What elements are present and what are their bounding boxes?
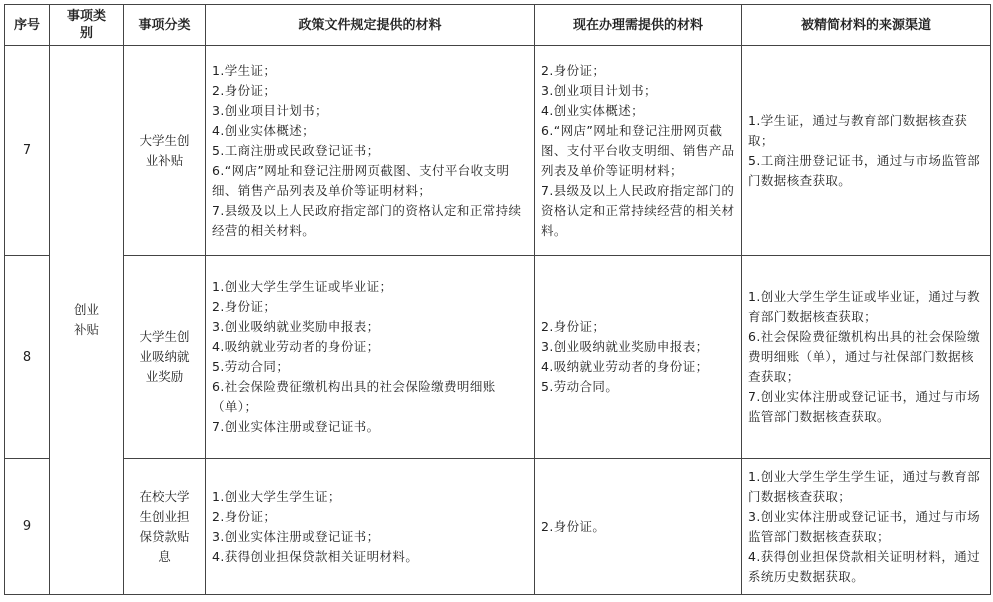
policy-item: 3.创业实体注册或登记证书； <box>212 528 380 544</box>
table-row <box>5 46 991 256</box>
policy-item: 1.学生证； <box>212 62 277 78</box>
policy-item: 6.社会保险费征缴机构出具的社会保险缴费明细账（单）； <box>212 379 496 414</box>
policy-item: 5.劳动合同； <box>212 359 290 374</box>
row-subcategory <box>124 256 206 459</box>
policy-materials-cell <box>206 256 535 459</box>
source-channels-cell <box>742 256 991 459</box>
policy-item: 6.“网店”网址和登记注册网页截图、支付平台收支明细、销售产品列表及单价等证明材料； <box>212 162 510 198</box>
policy-item: 1.创业大学生学生证或毕业证； <box>212 279 393 294</box>
policy-item: 2.身份证； <box>212 508 277 524</box>
subcategory-label: 大学生创业补贴 <box>139 132 190 168</box>
materials-table <box>4 4 991 595</box>
policy-materials-cell <box>206 459 535 595</box>
policy-item: 7.创业实体注册或登记证书。 <box>212 419 380 434</box>
source-item: 3.创业实体注册或登记证书，通过与市场监管部门数据核查获取； <box>748 508 981 544</box>
current-item: 4.创业实体概述； <box>541 102 645 118</box>
policy-item: 4.获得创业担保贷款相关证明材料。 <box>212 548 419 564</box>
header-current-materials: 现在办理需提供的材料 <box>535 5 742 46</box>
row-subcategory <box>124 459 206 595</box>
current-item: 2.身份证； <box>541 319 606 334</box>
row-subcategory <box>124 46 206 256</box>
current-materials-cell <box>535 256 742 459</box>
current-item: 2.身份证。 <box>541 518 606 534</box>
header-seq: 序号 <box>5 5 50 46</box>
source-item: 7.创业实体注册或登记证书，通过与市场监管部门数据核查获取。 <box>748 389 981 424</box>
header-policy-materials: 政策文件规定提供的材料 <box>206 5 535 46</box>
source-item: 1.学生证，通过与教育部门数据核查获取； <box>748 112 968 148</box>
current-item: 3.创业项目计划书； <box>541 82 657 98</box>
current-item: 2.身份证； <box>541 62 606 78</box>
row-seq: 7 <box>5 46 50 256</box>
policy-item: 3.创业吸纳就业奖励申报表； <box>212 319 380 334</box>
current-item: 5.劳动合同。 <box>541 379 619 394</box>
header-category: 事项类别 <box>50 5 124 46</box>
category-merged-cell <box>50 46 124 595</box>
current-materials-cell <box>535 459 742 595</box>
policy-item: 3.创业项目计划书； <box>212 102 328 118</box>
source-channels-cell <box>742 46 991 256</box>
source-item: 4.获得创业担保贷款相关证明材料，通过系统历史数据获取。 <box>748 548 981 584</box>
header-subcategory: 事项分类 <box>124 5 206 46</box>
current-item: 4.吸纳就业劳动者的身份证； <box>541 359 709 374</box>
source-item: 6.社会保险费征缴机构出具的社会保险缴费明细账（单），通过与社保部门数据核查获取； <box>748 329 981 384</box>
table-row <box>5 459 991 595</box>
policy-item: 2.身份证； <box>212 299 277 314</box>
category-label: 创业补贴 <box>73 302 99 337</box>
table-header-row <box>5 5 991 46</box>
current-materials-cell <box>535 46 742 256</box>
current-item: 7.县级及以上人民政府指定部门的资格认定和正常持续经营的相关材料。 <box>541 182 735 238</box>
table-row <box>5 256 991 459</box>
header-source-channels: 被精简材料的来源渠道 <box>742 5 991 46</box>
policy-item: 5.工商注册或民政登记证书； <box>212 142 380 158</box>
policy-item: 4.创业实体概述； <box>212 122 316 138</box>
row-seq: 8 <box>5 256 50 459</box>
source-channels-cell <box>742 459 991 595</box>
source-item: 1.创业大学生学生证或毕业证，通过与教育部门数据核查获取； <box>748 289 981 324</box>
source-item: 1.创业大学生学生学生证，通过与教育部门数据核查获取； <box>748 468 981 504</box>
current-item: 6.“网店”网址和登记注册网页截图、支付平台收支明细、销售产品列表及单价等证明材料； <box>541 122 735 178</box>
row-seq: 9 <box>5 459 50 595</box>
policy-item: 4.吸纳就业劳动者的身份证； <box>212 339 380 354</box>
policy-item: 7.县级及以上人民政府指定部门的资格认定和正常持续经营的相关材料。 <box>212 202 522 238</box>
policy-item: 2.身份证； <box>212 82 277 98</box>
policy-item: 1.创业大学生学生证； <box>212 488 341 504</box>
current-item: 3.创业吸纳就业奖励申报表； <box>541 339 709 354</box>
policy-materials-cell <box>206 46 535 256</box>
subcategory-label: 在校大学生创业担保贷款贴息 <box>139 488 190 564</box>
subcategory-label: 大学生创业吸纳就业奖励 <box>139 329 190 384</box>
source-item: 5.工商注册登记证书，通过与市场监管部门数据核查获取。 <box>748 152 981 188</box>
